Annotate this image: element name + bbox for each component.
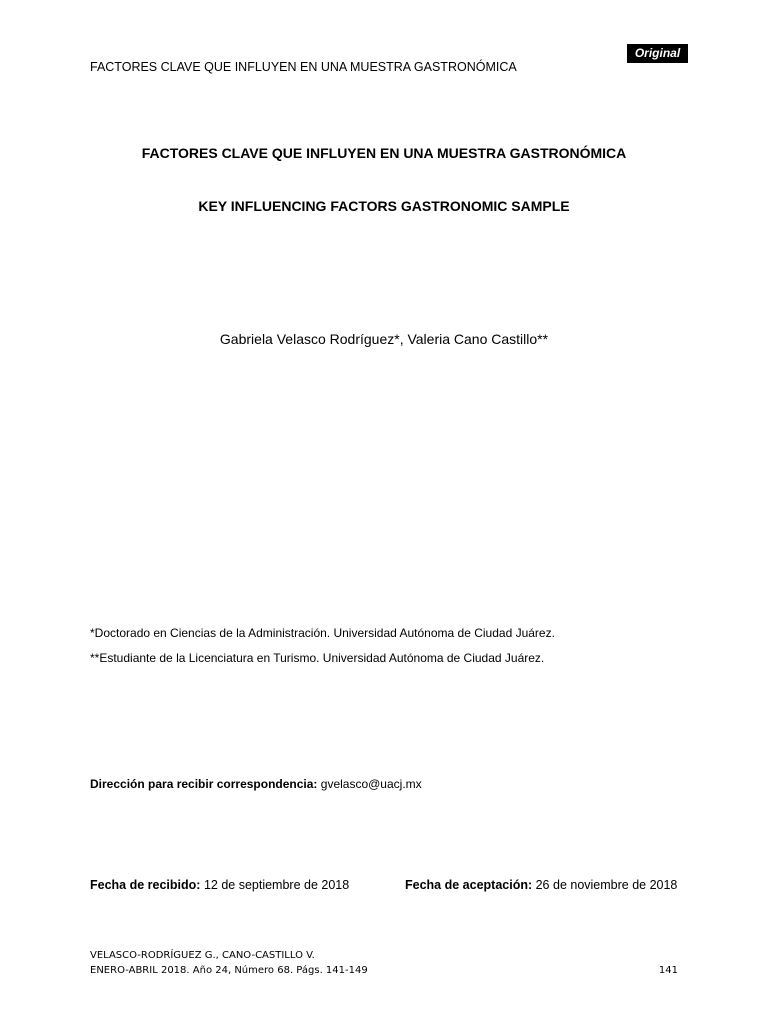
correspondence-line: [90, 777, 422, 791]
original-badge: Original: [627, 44, 688, 63]
received-label: Fecha de recibido:: [90, 878, 201, 892]
running-head: FACTORES CLAVE QUE INFLUYEN EN UNA MUESTRA GASTRONÓMICA: [90, 60, 517, 74]
correspondence-email: gvelasco@uacj.mx: [320, 777, 422, 791]
page-number: 141: [658, 965, 678, 976]
affiliation-1: *Doctorado en Ciencias de la Administración. Universidad Autónoma de Ciudad Juárez.: [90, 626, 555, 640]
accepted-value: 26 de noviembre de 2018: [535, 878, 678, 892]
received-value: 12 de septiembre de 2018: [203, 878, 350, 892]
footer-authors: VELASCO-RODRÍGUEZ G., CANO-CASTILLO V.: [90, 950, 315, 961]
authors-line: Gabriela Velasco Rodríguez*, Valeria Cano Castillo**: [219, 331, 549, 347]
footer-issue: ENERO-ABRIL 2018. Año 24, Número 68. Págs. 141-149: [90, 965, 368, 976]
article-title-spanish: FACTORES CLAVE QUE INFLUYEN EN UNA MUESTRA GASTRONÓMICA: [141, 145, 627, 161]
received-date: [90, 878, 349, 892]
affiliation-2: **Estudiante de la Licenciatura en Turismo. Universidad Autónoma de Ciudad Juárez.: [90, 651, 545, 665]
accepted-label: Fecha de aceptación:: [405, 878, 533, 892]
correspondence-label: Dirección para recibir correspondencia:: [90, 777, 318, 791]
accepted-date: [405, 878, 677, 892]
article-title-english: KEY INFLUENCING FACTORS GASTRONOMIC SAMPLE: [198, 198, 570, 214]
